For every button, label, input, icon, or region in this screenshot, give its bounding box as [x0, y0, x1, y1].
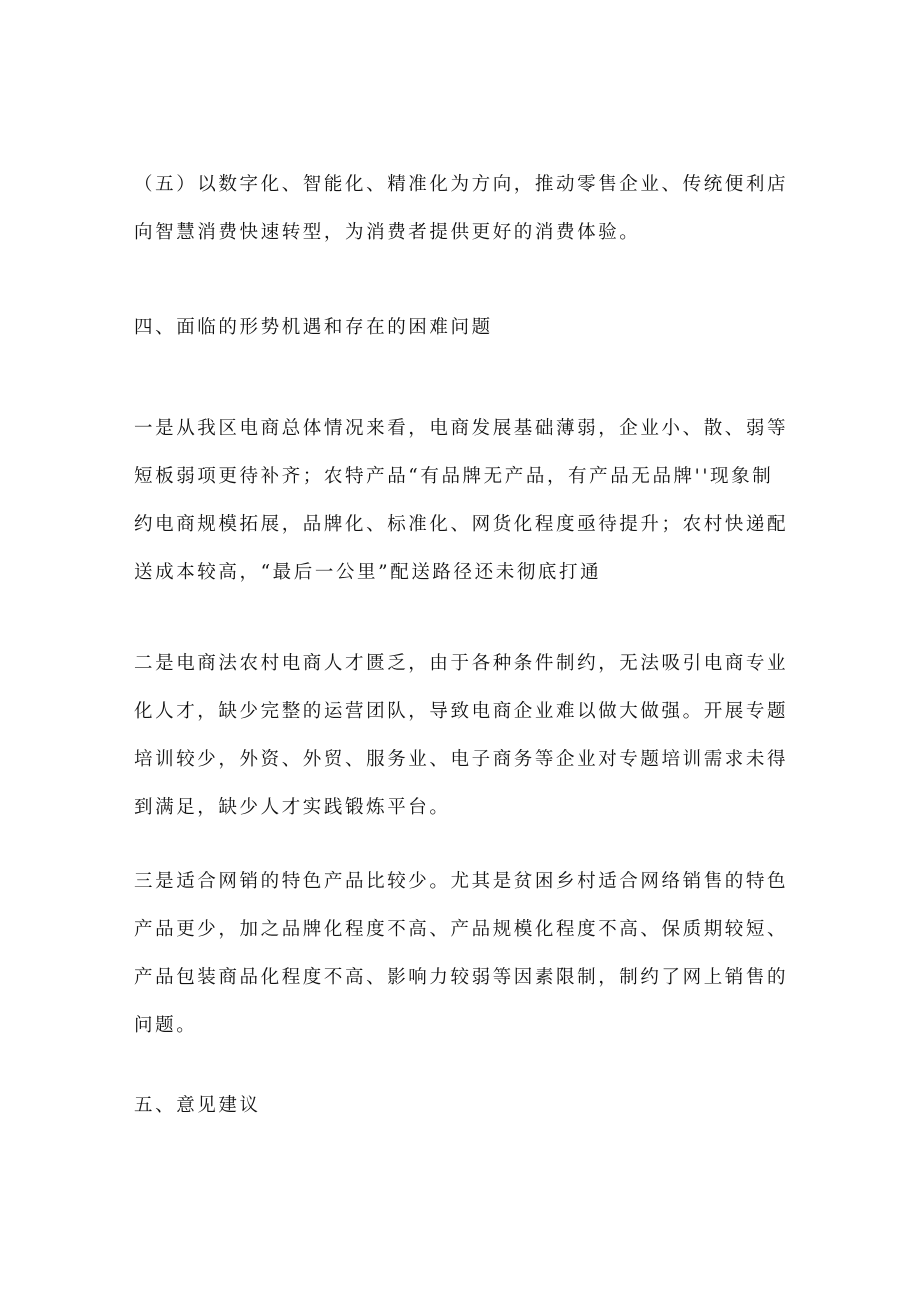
- paragraph-three: 三是适合网销的特色产品比较少。尤其是贫困乡村适合网络销售的特色产品更少，加之品牌化程度不高、产品规模化程度不高、保质期较短、产品包装商品化程度不高、影响力较弱等因素限制，制约了网上销售的问题。: [134, 871, 789, 1036]
- section-heading-five: 五、意见建议: [134, 1095, 261, 1116]
- section-heading-four: 四、面临的形势机遇和存在的困难问题: [134, 317, 493, 338]
- paragraph-two: 二是电商法农村电商人才匮乏，由于各种条件制约，无法吸引电商专业化人才，缺少完整的运营团队，导致电商企业难以做大做强。开展专题培训较少，外资、外贸、服务业、电子商务等企业对专题培训需求未得到满足，缺少人才实践锻炼平台。: [134, 653, 789, 818]
- paragraph-five: （五）以数字化、智能化、精准化为方向，推动零售企业、传统便利店向智慧消费快速转型，为消费者提供更好的消费体验。: [134, 174, 789, 243]
- paragraph-one: 一是从我区电商总体情况来看，电商发展基础薄弱，企业小、散、弱等短板弱项更待补齐；农特产品“有品牌无产品，有产品无品牌''现象制约电商规模拓展，品牌化、标准化、网货化程度亟待提升；农村快递配送成本较高，“最后一公里”配送路径还未彻底打通: [134, 418, 789, 583]
